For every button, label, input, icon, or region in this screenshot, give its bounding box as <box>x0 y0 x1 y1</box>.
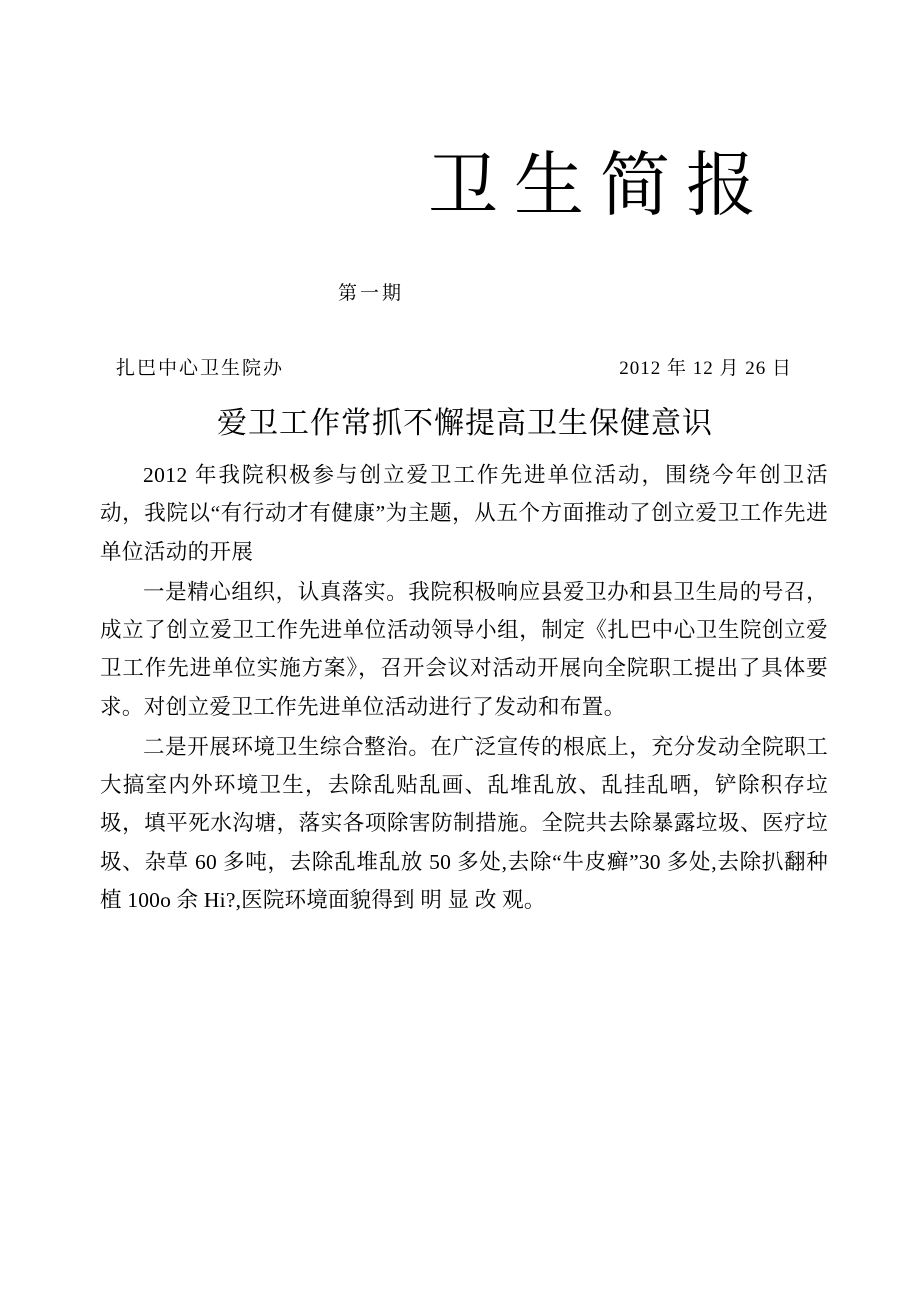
paragraph: 2012 年我院积极参与创立爱卫工作先进单位活动，围绕今年创卫活动，我院以“有行动才有健康”为主题，从五个方面推动了创立爱卫工作先进单位活动的开展 <box>100 463 828 564</box>
publish-date: 2012 年 12 月 26 日 <box>619 358 792 379</box>
article-headline: 爱卫工作常抓不懈提高卫生保健意识 <box>217 406 713 441</box>
article-body <box>78 456 842 919</box>
paragraph: 二是开展环境卫生综合整治。在广泛宣传的根底上，充分发动全院职工大搞室内外环境卫生，去除乱贴乱画、乱堆乱放、乱挂乱晒，铲除积存垃圾，填平死水沟塘，落实各项除害防制措施。全院共去除暴露垃圾、医疗垃圾、杂草 60 多吨，去除乱堆乱放 50 多处,去除“牛皮癣”30 多处,去除扒翻种植 100o 余 Hi?,医院环境面貌得到 明 显 改 观。 <box>100 734 828 912</box>
masthead-title: 卫生简报 <box>428 144 772 226</box>
paragraph: 一是精心组织，认真落实。我院积极响应县爱卫办和县卫生局的号召，成立了创立爱卫工作先进单位活动领导小组，制定《扎巴中心卫生院创立爱卫工作先进单位实施方案》，召开会议对活动开展向全院职工提出了具体要求。对创立爱卫工作先进单位活动进行了发动和布置。 <box>100 579 828 719</box>
document-meta <box>78 353 842 380</box>
issue-number: 第一期 <box>338 283 405 304</box>
issuing-office: 扎巴中心卫生院办 <box>116 358 285 379</box>
